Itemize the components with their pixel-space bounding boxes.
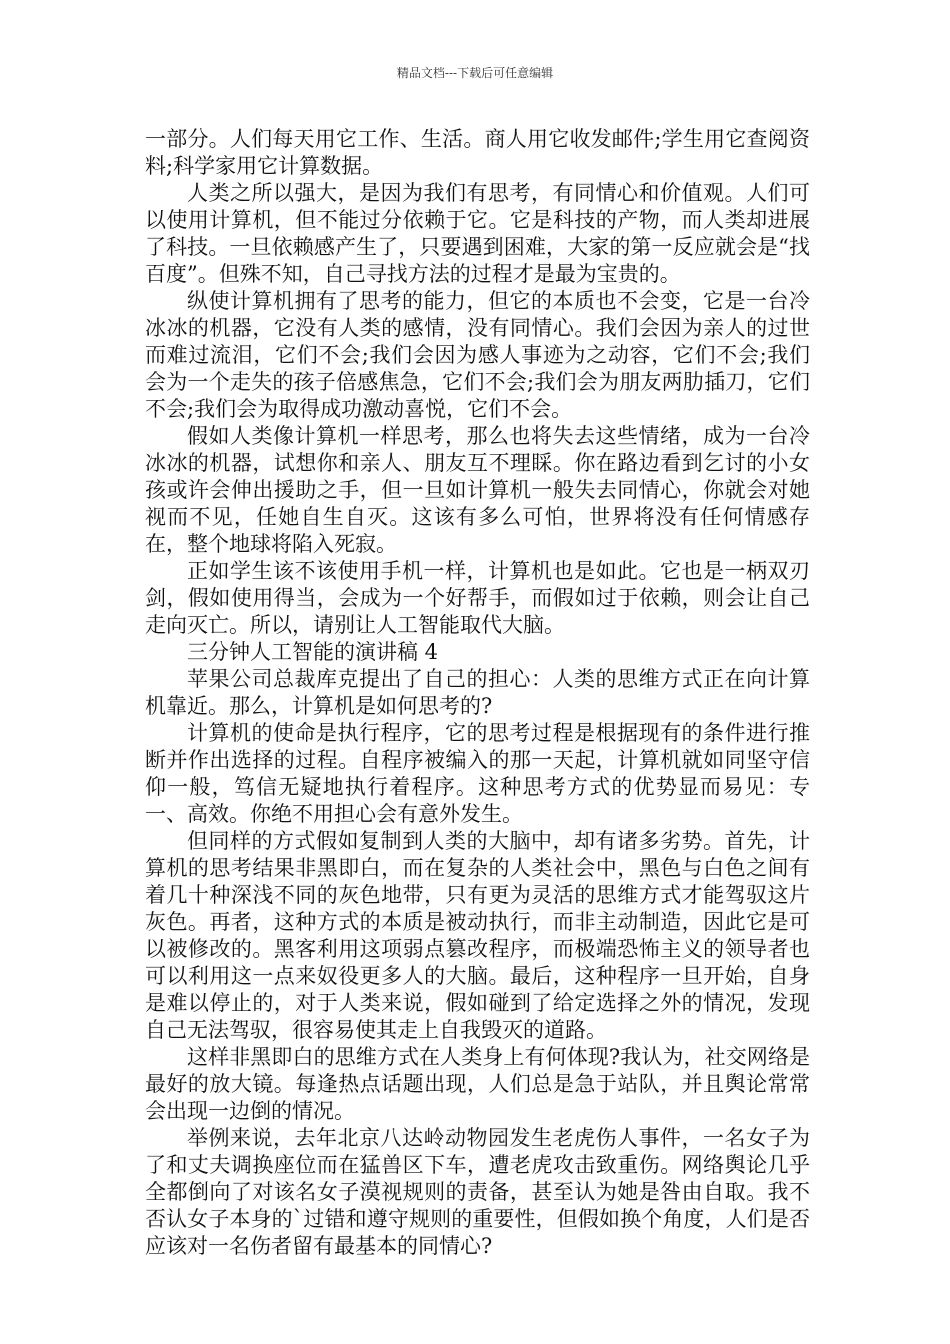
paragraph: 正如学生该不该使用手机一样，计算机也是如此。它也是一柄双刃剑，假如使用得当，会成为一个好帮手，而假如过于依赖，则会让自己走向灭亡。所以，请别让人工智能取代大脑。 — [145, 559, 810, 637]
paragraph: 一部分。人们每天用它工作、生活。商人用它收发邮件;学生用它查阅资料;科学家用它计算数据。 — [145, 127, 810, 178]
paragraph: 举例来说，去年北京八达岭动物园发生老虎伤人事件，一名女子为了和丈夫调换座位而在猛兽区下车，遭老虎攻击致重伤。网络舆论几乎全都倒向了对该名女子漠视规则的责备，甚至认为她是咎由自取。我不否认女子本身的`过错和遵守规则的重要性，但假如换个角度，人们是否应该对一名伤者留有最基本的同情心? — [145, 1126, 810, 1258]
paragraph: 假如人类像计算机一样思考，那么也将失去这些情绪，成为一台冷冰冰的机器，试想你和亲人、朋友互不理睬。你在路边看到乞讨的小女孩或许会伸出援助之手，但一旦如计算机一般失去同情心，你就会对她视而不见，任她自生自灭。这该有多么可怕，世界将没有任何情感存在，整个地球将陷入死寂。 — [145, 424, 810, 556]
paragraph: 纵使计算机拥有了思考的能力，但它的本质也不会变，它是一台冷冰冰的机器，它没有人类的感情，没有同情心。我们会因为亲人的过世而难过流泪，它们不会;我们会因为感人事迹为之动容，它们不会;我们会为一个走失的孩子倍感焦急，它们不会;我们会为朋友两肋插刀，它们不会;我们会为取得成功激动喜悦，它们不会。 — [145, 289, 810, 421]
paragraph: 计算机的使命是执行程序，它的思考过程是根据现有的条件进行推断并作出选择的过程。自程序被编入的那一天起，计算机就如同坚守信仰一般，笃信无疑地执行着程序。这种思考方式的优势显而易见：专一、高效。你绝不用担心会有意外发生。 — [145, 721, 810, 826]
page-header: 精品文档---下载后可任意编辑 — [396, 66, 554, 80]
paragraph: 苹果公司总裁库克提出了自己的担心：人类的思维方式正在向计算机靠近。那么，计算机是如何思考的? — [145, 667, 810, 718]
section-heading: 三分钟人工智能的演讲稿 4 — [187, 640, 439, 664]
paragraph: 这样非黑即白的思维方式在人类身上有何体现?我认为，社交网络是最好的放大镜。每逢热点话题出现，人们总是急于站队，并且舆论常常会出现一边倒的情况。 — [145, 1045, 810, 1123]
document-body — [145, 126, 810, 1260]
paragraph: 但同样的方式假如复制到人类的大脑中，却有诸多劣势。首先，计算机的思考结果非黑即白，而在复杂的人类社会中，黑色与白色之间有着几十种深浅不同的灰色地带，只有更为灵活的思维方式才能驾驭这片灰色。再者，这种方式的本质是被动执行，而非主动制造，因此它是可以被修改的。黑客利用这项弱点篡改程序，而极端恐怖主义的领导者也可以利用这一点来奴役更多人的大脑。最后，这种程序一旦开始，自身是难以停止的，对于人类来说，假如碰到了给定选择之外的情况，发现自己无法驾驭，很容易使其走上自我毁灭的道路。 — [145, 829, 810, 1042]
paragraph: 人类之所以强大，是因为我们有思考，有同情心和价值观。人们可以使用计算机，但不能过分依赖于它。它是科技的产物，而人类却进展了科技。一旦依赖感产生了，只要遇到困难，大家的第一反应就会是“找百度”。但殊不知，自己寻找方法的过程才是最为宝贵的。 — [145, 181, 810, 286]
